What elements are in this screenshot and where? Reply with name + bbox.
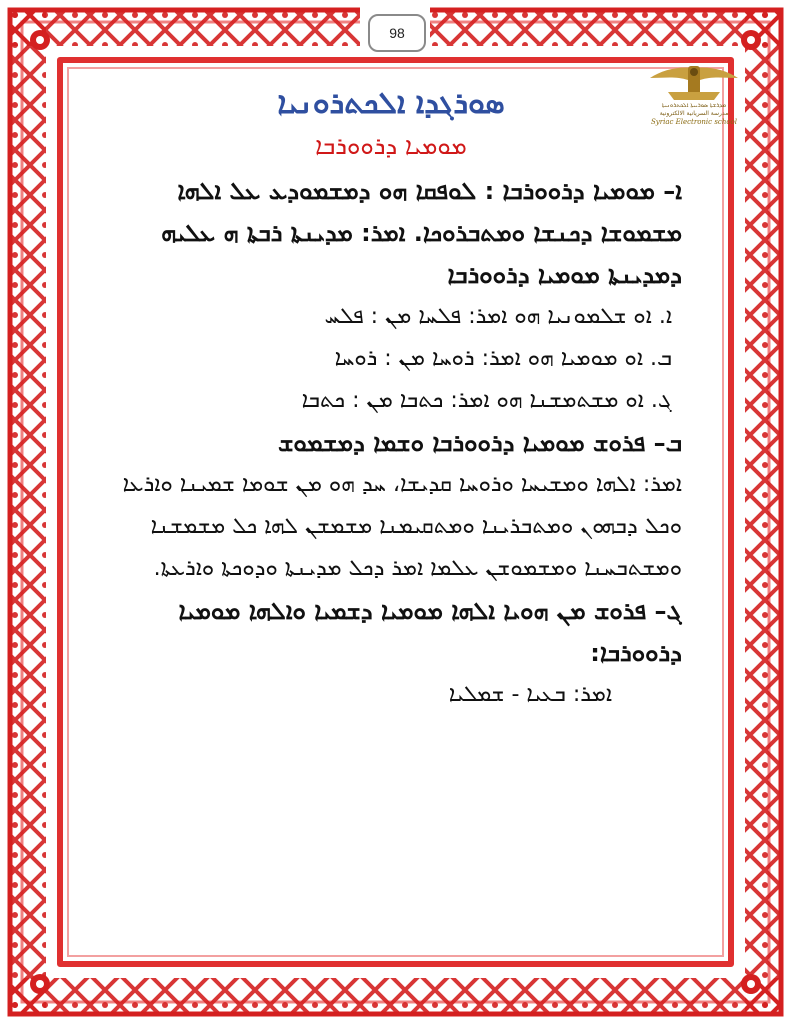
page-title: ܣܘܪܓܕܐ ܐܠܟܬܪܘܢܝܐ [277,86,505,121]
logo-caption: ܡܕܪܫܬܐ ܣܘܪܝܝܬܐ ܐܠܟܬܪܘܢܝܬܐ مدرسة السريانية الالكترونية [659,102,729,117]
logo-tagline: Syriac Electronic school [650,118,738,126]
list-item: ܐ. ܐܘ ܫܠܡܘܢܝܐ ܗܘ ܐܡܪ: ܦܠܚܐ ܡܢ : ܦܠܚ [324,304,672,329]
section-b-text: ܐܡܪ: ܐܠܗܐ ܘܡܫܝܚܐ ܘܪܘܚܐ ܩܕܝܫܐ، ܚܕ ܗܘ ܡܢ ܫܘܡܐ ܫܡܝܢܐ ܘܐܪܥܐ ܘܟܠ ܕܒܗܘܢ ܘܡܬܒܪܝܢܐ ܘܡܬܩܝܡܢܐ ܡܫܡܫܢ ܠܗܐ ܟܠ ܡܫܡܫܢܐ ܘܡܫܬܒܚܢܐ ܘܡܫܡܘܫܢ ܥܠܡܐ ܐܡܪ ܕܟܠ ܡܕܝܢܬܐ ܘܕܘܟܬܐ ܘܐܪܥܬܐ. [122,472,682,581]
page-number: 98 [368,14,426,52]
section-b-heading: ܒ– ܦܪܘܫ ܡܘܡܝܐ ܕܪܘܘܪܒܐ ܘܫܡܐ ܕܡܫܡܘܫ [277,429,682,457]
section-c-heading: ܓ– ܦܪܘܫ ܡܢ ܗܘܝܐ ܐܠܗܐ ܡܘܡܝܐ ܕܫܡܝܐ ܘܐܠܗܐ ܡܘܡܝܐ ܕܪܘܘܪܒܐ: [178,597,682,667]
definition-paragraph: ܐ– ܡܘܡܝܐ ܕܪܘܘܪܒܐ : ܠܘܦܩܐ ܗܘ ܕܡܫܡܘܕܥ ܥܠ ܐܠܗܐ ܡܫܡܘܫܐ ܕܟܢܫܐ ܘܡܬܒܪܘܟܐ. ܐܡܪ: ܡܕܝܢܬܐ ܪܒܬܐ ܗ ܥܠܝܗ ܕܡܕܝܢܬܐ ܡܘܡܝܐ ܕܪܘܘܪܒܐ [161,177,682,289]
list-item: ܒ. ܐܘ ܡܘܡܝܐ ܗܘ ܐܡܪ: ܪܘܚܐ ܡܢ : ܪܘܚܐ [334,346,672,371]
list-item: ܓ. ܐܘ ܡܫܬܡܫܢܐ ܗܘ ܐܡܪ: ܟܬܒܐ ܡܢ : ܟܬܒܐ [301,388,672,413]
page-content [100,82,682,716]
page-subtitle: ܡܘܡܝܐ ܕܪܘܘܪܒܐ [315,132,467,160]
section-c-example: ܐܡܪ: ܒܥܝܐ - ܫܡܠܝܐ [448,682,612,707]
